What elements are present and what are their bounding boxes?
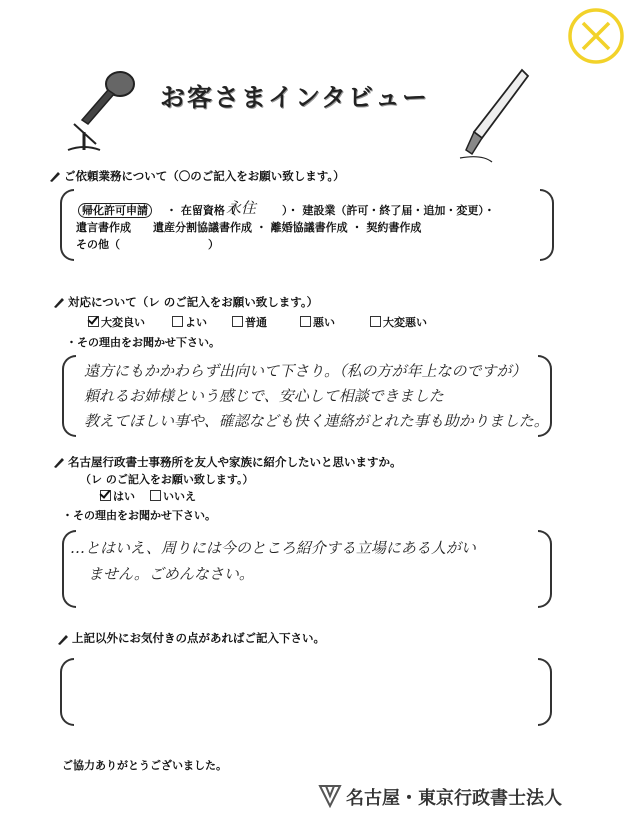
left-bracket xyxy=(60,658,74,726)
rating-label: よい xyxy=(185,316,207,329)
section3-reason-label: ・その理由をお聞かせ下さい。 xyxy=(62,509,216,522)
recommend-label: いいえ xyxy=(163,490,196,503)
pen-bullet-icon xyxy=(56,633,70,645)
page-title: お客さまインタビュー xyxy=(160,83,430,112)
rating-normal xyxy=(232,314,267,330)
service-line2: 遺言書作成 遺産分割協議書作成 ・ 離婚協議書作成 ・ 契約書作成 xyxy=(76,221,422,234)
section4-question: 上記以外にお気付きの点があればご記入下さい。 xyxy=(72,631,325,645)
pen-bullet-icon xyxy=(52,296,66,308)
section1-question: ご依頼業務について（〇のご記入をお願い致します。） xyxy=(64,169,345,183)
handwritten-line: ません。ごめんなさい。 xyxy=(88,565,254,583)
left-bracket xyxy=(60,189,74,261)
right-bracket xyxy=(538,530,552,608)
right-bracket xyxy=(538,658,552,726)
section2-question: 対応について（レ のご記入をお願い致します。） xyxy=(68,295,319,309)
recommend-yes xyxy=(100,488,135,504)
company-logo-icon xyxy=(318,782,344,808)
residence-status-handwritten: 永住 xyxy=(226,199,257,217)
rating-label: 悪い xyxy=(313,316,335,329)
right-bracket xyxy=(540,189,554,261)
rating-good xyxy=(172,314,207,330)
section3-subnote: （レ のご記入をお願い致します。） xyxy=(80,473,254,486)
section3-question: 名古屋行政書士事務所を友人や家族に紹介したいと思いますか。 xyxy=(68,455,402,469)
handwritten-line: 遠方にもかかわらず出向いて下さり。（私の方が年上なのですが） xyxy=(84,362,527,380)
option-naturalization xyxy=(78,202,152,218)
rating-bad xyxy=(300,314,335,330)
checkbox-checked-icon xyxy=(100,490,111,501)
construction-label: ）・ 建設業（許可・終了届・追加・変更）・ xyxy=(282,204,495,217)
rating-very-bad xyxy=(370,314,427,330)
pen-bullet-icon xyxy=(52,456,66,468)
rating-label: 普通 xyxy=(245,316,267,329)
rating-label: 大変良い xyxy=(101,316,145,329)
microphone-icon xyxy=(62,62,142,152)
checkbox-icon xyxy=(150,490,161,501)
company-logo-text: 名古屋・東京行政書士法人 xyxy=(346,788,562,809)
checkbox-icon xyxy=(232,316,243,327)
recommend-no xyxy=(150,488,196,504)
rating-very-good xyxy=(88,314,145,330)
handwritten-line: 頼れるお姉様という感じで、安心して相談できました xyxy=(84,387,444,405)
service-other: その他（ ） xyxy=(76,238,219,251)
naturalization-label: 帰化許可申請 xyxy=(78,203,152,218)
fountain-pen-icon xyxy=(452,66,532,166)
residence-status-label: ・ 在留資格（ xyxy=(166,204,236,217)
checkbox-icon xyxy=(300,316,311,327)
checkbox-checked-icon xyxy=(88,316,99,327)
handwritten-line: …とはいえ、周りには今のところ紹介する立場にある人がい xyxy=(70,539,476,557)
recommend-label: はい xyxy=(113,490,135,503)
handwritten-line: 教えてほしい事や、確認なども快く連絡がとれた事も助かりました。 xyxy=(84,412,549,430)
checkbox-icon xyxy=(370,316,381,327)
section2-reason-label: ・その理由をお聞かせ下さい。 xyxy=(66,336,220,349)
thanks-message: ご協力ありがとうございました。 xyxy=(62,759,227,772)
left-bracket xyxy=(62,355,76,437)
rejection-stamp-icon xyxy=(566,6,626,66)
rating-label: 大変悪い xyxy=(383,316,427,329)
pen-bullet-icon xyxy=(48,170,62,182)
checkbox-icon xyxy=(172,316,183,327)
